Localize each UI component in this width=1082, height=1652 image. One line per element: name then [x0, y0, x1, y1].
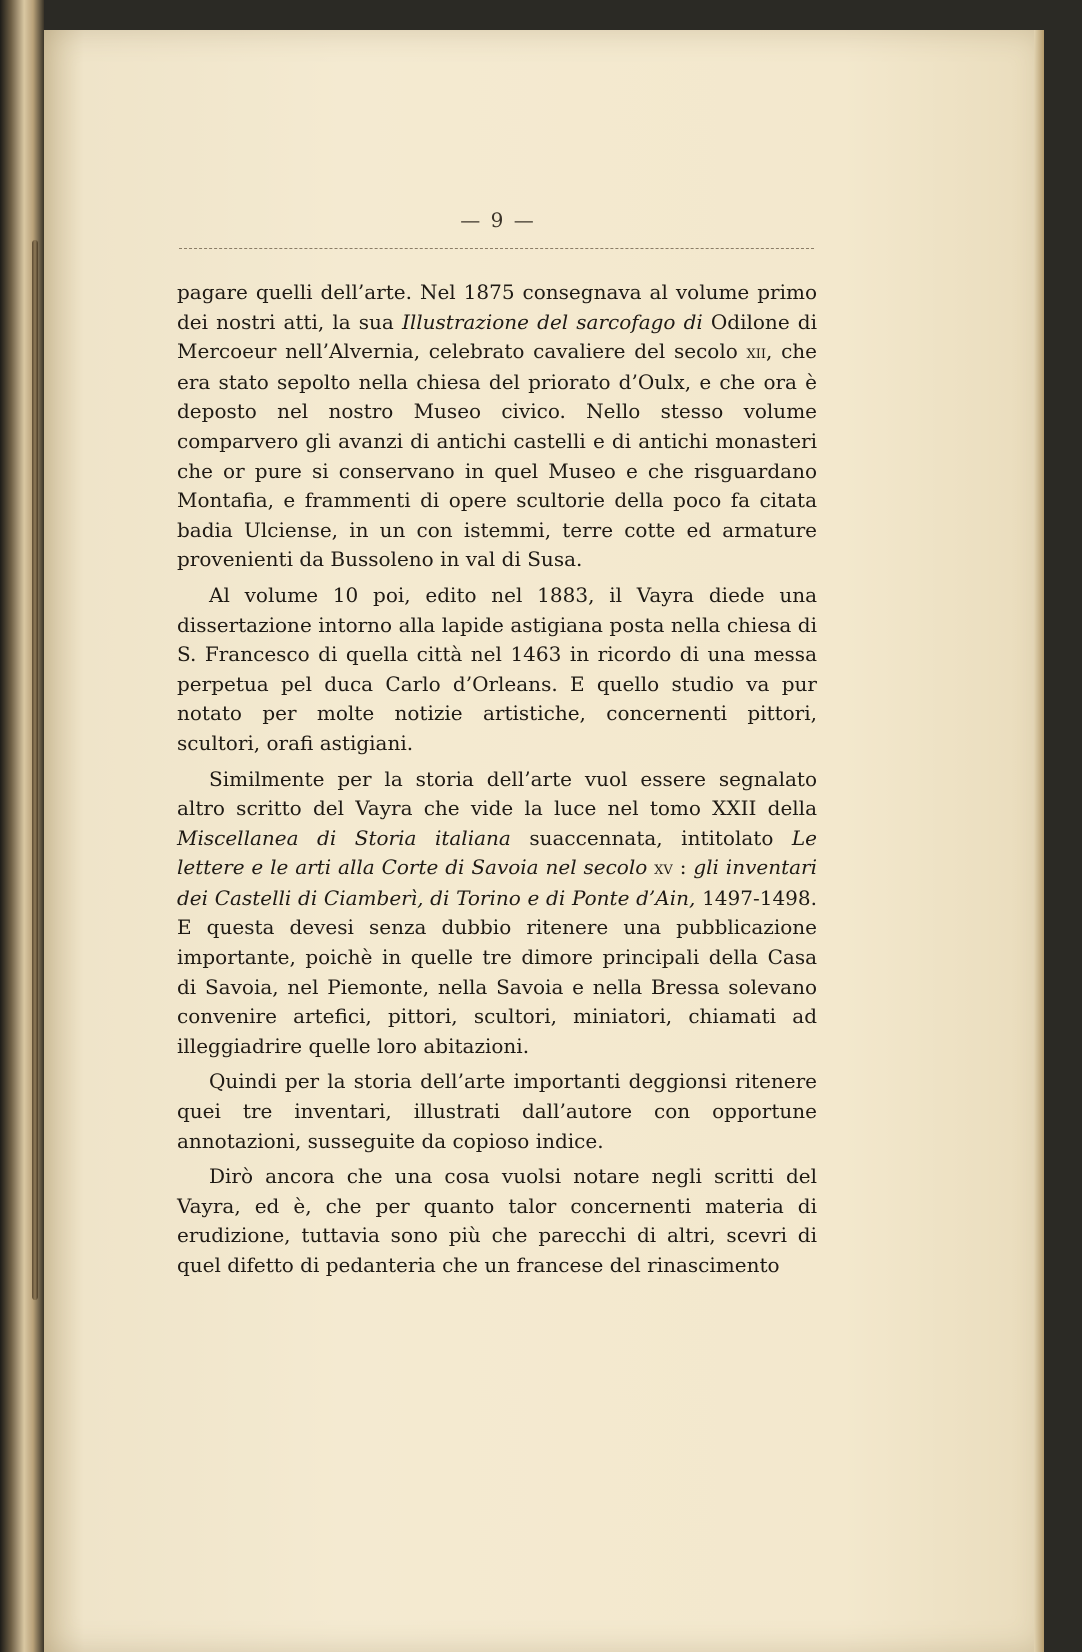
paragraph-1-text-c: , che era stato sepolto nella chiesa del priorato d’Oulx, e che ora è deposto nel nostro Museo civico. Nello stesso volume comparvero gli avanzi di antichi castelli e di antichi monasteri che or pure si conservano in quel Museo e che risguardano Montafia, e frammenti di opere scultorie della poco fa citata badia Ulciense, in un con istemmi, terre cotte ed armature provenienti da Bussoleno in val di Susa. [177, 339, 817, 572]
paragraph-1-title-italic: Illustrazione del sarcofago di [401, 309, 703, 334]
binding-cord [32, 240, 38, 1300]
paragraph-3 [177, 765, 817, 1062]
paragraph-2: Al volume 10 poi, edito nel 1883, il Vayra diede una dissertazione intorno alla lapide astigiana posta nella chiesa di S. Francesco di quella città nel 1463 in ricordo di una messa perpetua pel duca Carlo d’Orleans. E quello studio va pur notato per molte notizie artistiche, concernenti pittori, scultori, orafi astigiani. [177, 582, 817, 755]
paragraph-1-text-a: pagare quelli dell’arte. Nel 1875 consegnava al volume primo dei nostri atti, la sua [177, 280, 817, 334]
paragraph-1 [177, 278, 817, 575]
page-number: — 9 — [460, 208, 536, 232]
paragraph-3-colon: : [672, 855, 694, 880]
paragraph-3-century: xv [654, 858, 673, 880]
book-page [44, 30, 1044, 1652]
paragraph-4: Quindi per la storia dell’arte importanti deggionsi ritenere quei tre inventari, illustrati dall’autore con opportune annotazioni, susseguite da copioso indice. [177, 1069, 817, 1153]
paragraph-1-century: xii [746, 342, 766, 364]
paragraph-1-text-b: Odilone di Mercoeur nell’Alvernia, celebrato cavaliere del secolo [177, 309, 817, 364]
header-rule [179, 248, 814, 249]
paragraph-3-italic-title: Le lettere e le arti alla Corte di Savoia nel secolo [177, 825, 818, 880]
book-spine [0, 0, 44, 1652]
body-text [177, 278, 817, 1287]
paragraph-3-text-b: suaccennata, intitolato [510, 825, 792, 850]
paragraph-5: Dirò ancora che una cosa vuolsi notare negli scritti del Vayra, ed è, che per quanto talor concernenti materia di erudizione, tuttavia sono più che parecchi di altri, scevri di quel difetto di pedanteria che un francese del rinascimento [177, 1164, 817, 1277]
paragraph-3-text-a: Similmente per la storia dell’arte vuol essere segnalato altro scritto del Vayra che vide la luce nel tomo XXII della [177, 766, 817, 821]
paragraph-3-text-c: 1497-1498. E questa devesi senza dubbio ritenere una pubblicazione importante, poichè in quelle tre dimore principali della Casa di Savoia, nel Piemonte, nella Savoia e nella Bressa solevano convenire artefici, pittori, scultori, miniatori, chiamati ad illeggiadrire quelle loro abitazioni. [177, 885, 817, 1058]
paragraph-3-italic-inventari: gli inventari dei Castelli di Ciamberì, di Torino e di Ponte d’Ain, [177, 855, 818, 910]
page-edge [1034, 30, 1044, 1652]
paragraph-3-italic-miscellanea: Miscellanea di Storia italiana [177, 825, 511, 850]
page-header [179, 208, 817, 260]
